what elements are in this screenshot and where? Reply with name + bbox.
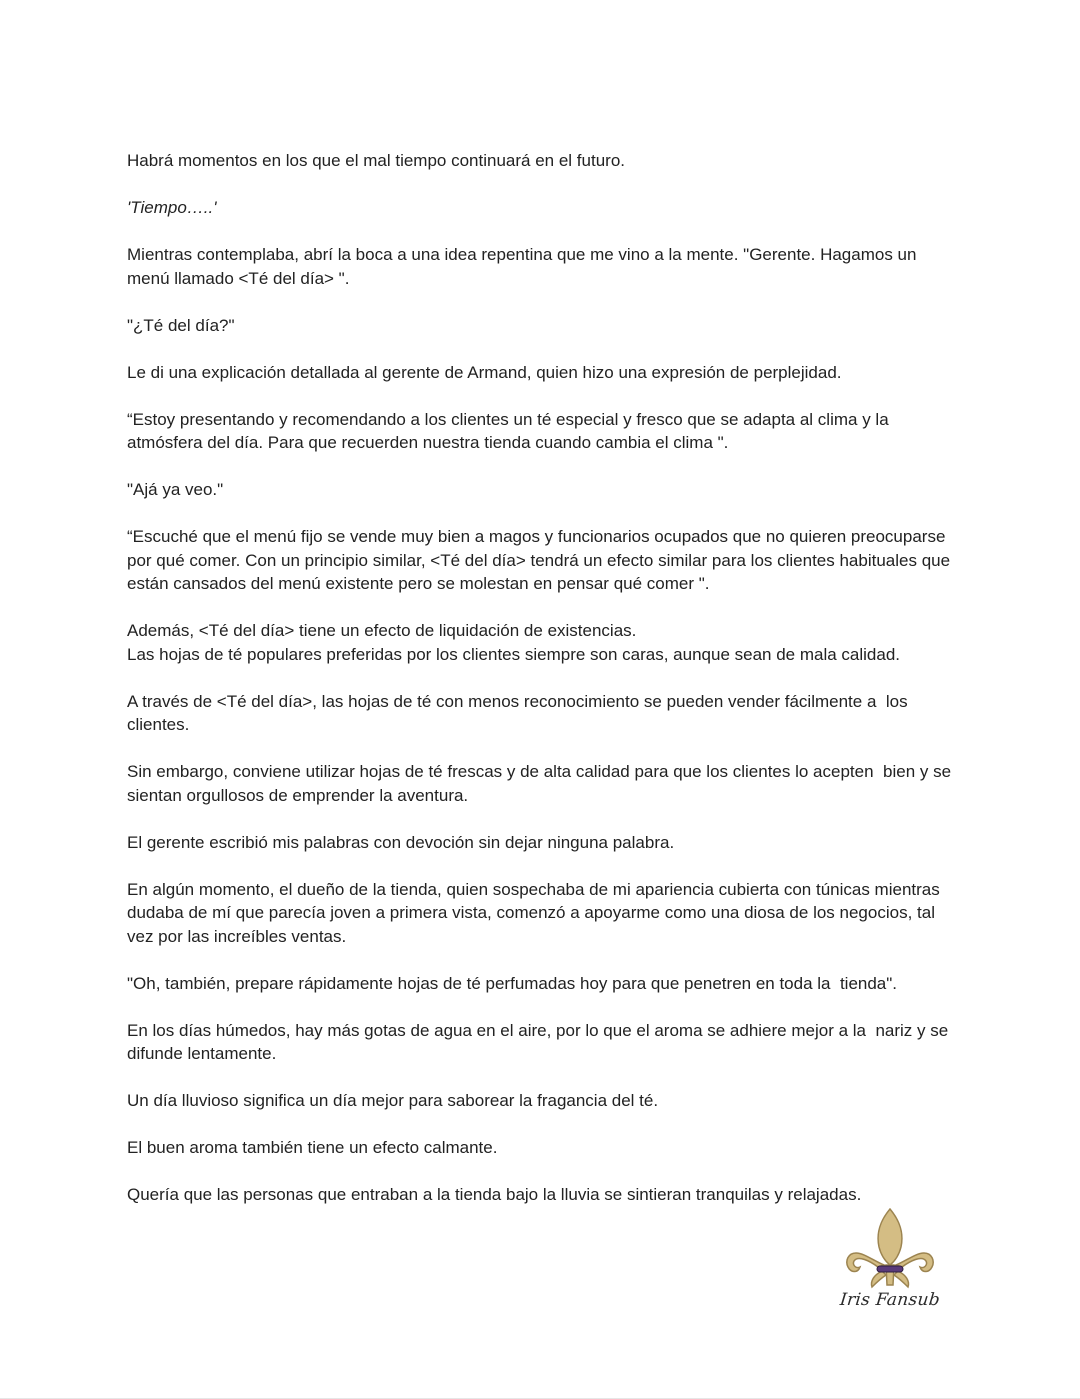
paragraph: En algún momento, el dueño de la tienda, quien sospechaba de mi apariencia cubierta con túnicas mientras dudaba de mí que parecía joven a primera vista, comenzó a apoyarme como una diosa de los negocios, tal vez por las increíbles ventas. [127,879,945,946]
paragraph: Mientras contemplaba, abrí la boca a una idea repentina que me vino a la mente. "Gerente. Hagamos un menú llamado <Té del día> ". [127,245,922,288]
paragraph: En los días húmedos, hay más gotas de agua en el aire, por lo que el aroma se adhiere mejor a la nariz y se difunde lentamente. [127,1020,953,1063]
paragraph: Habrá momentos en los que el mal tiempo continuará en el futuro. [127,151,625,170]
paragraph: Le di una explicación detallada al gerente de Armand, quien hizo una expresión de perplejidad. [127,362,842,382]
paragraph: “Estoy presentando y recomendando a los clientes un té especial y fresco que se adapta al clima y la atmósfera del día. Para que recuerden nuestra tienda cuando cambia el clima ". [127,409,894,452]
paragraph: "Oh, también, prepare rápidamente hojas de té perfumadas hoy para que penetren en toda la tienda". [127,973,898,993]
fleur-de-lis-icon [844,1207,936,1289]
paragraph: “Escuché que el menú fijo se vende muy bien a magos y funcionarios ocupados que no quieren preocuparse por qué comer. Con un principio similar, <Té del día> tendrá un efecto similar para los clientes habituales que están cansados del menú existente pero se molestan en pensar qué comer ". [127,527,955,593]
paragraph: El gerente escribió mis palabras con devoción sin dejar ninguna palabra. [127,832,675,852]
paragraph: El buen aroma también tiene un efecto calmante. [127,1138,498,1157]
paragraph: Además, <Té del día> tiene un efecto de liquidación de existencias. Las hojas de té populares preferidas por los clientes siempre son caras, aunque sean de mala calidad. [127,621,901,664]
document-body [127,149,956,1230]
paragraph: "Ajá ya veo." [127,480,224,499]
paragraph: "¿Té del día?" [127,315,235,335]
paragraph: Sin embargo, conviene utilizar hojas de té frescas y de alta calidad para que los clientes lo acepten bien y se sientan orgullosos de emprender la aventura. [127,762,956,805]
paragraph: 'Tiempo…..' [127,198,217,217]
paragraph: Un día lluvioso significa un día mejor para saborear la fragancia del té. [127,1091,659,1110]
paragraph: Quería que las personas que entraban a la tienda bajo la lluvia se sintieran tranquilas y relajadas. [127,1185,862,1204]
paragraph: A través de <Té del día>, las hojas de té con menos reconocimiento se pueden vender fácilmente a los clientes. [127,691,913,734]
iris-fansub-logo [838,1207,942,1317]
logo-text: Iris Fansub [838,1290,942,1310]
